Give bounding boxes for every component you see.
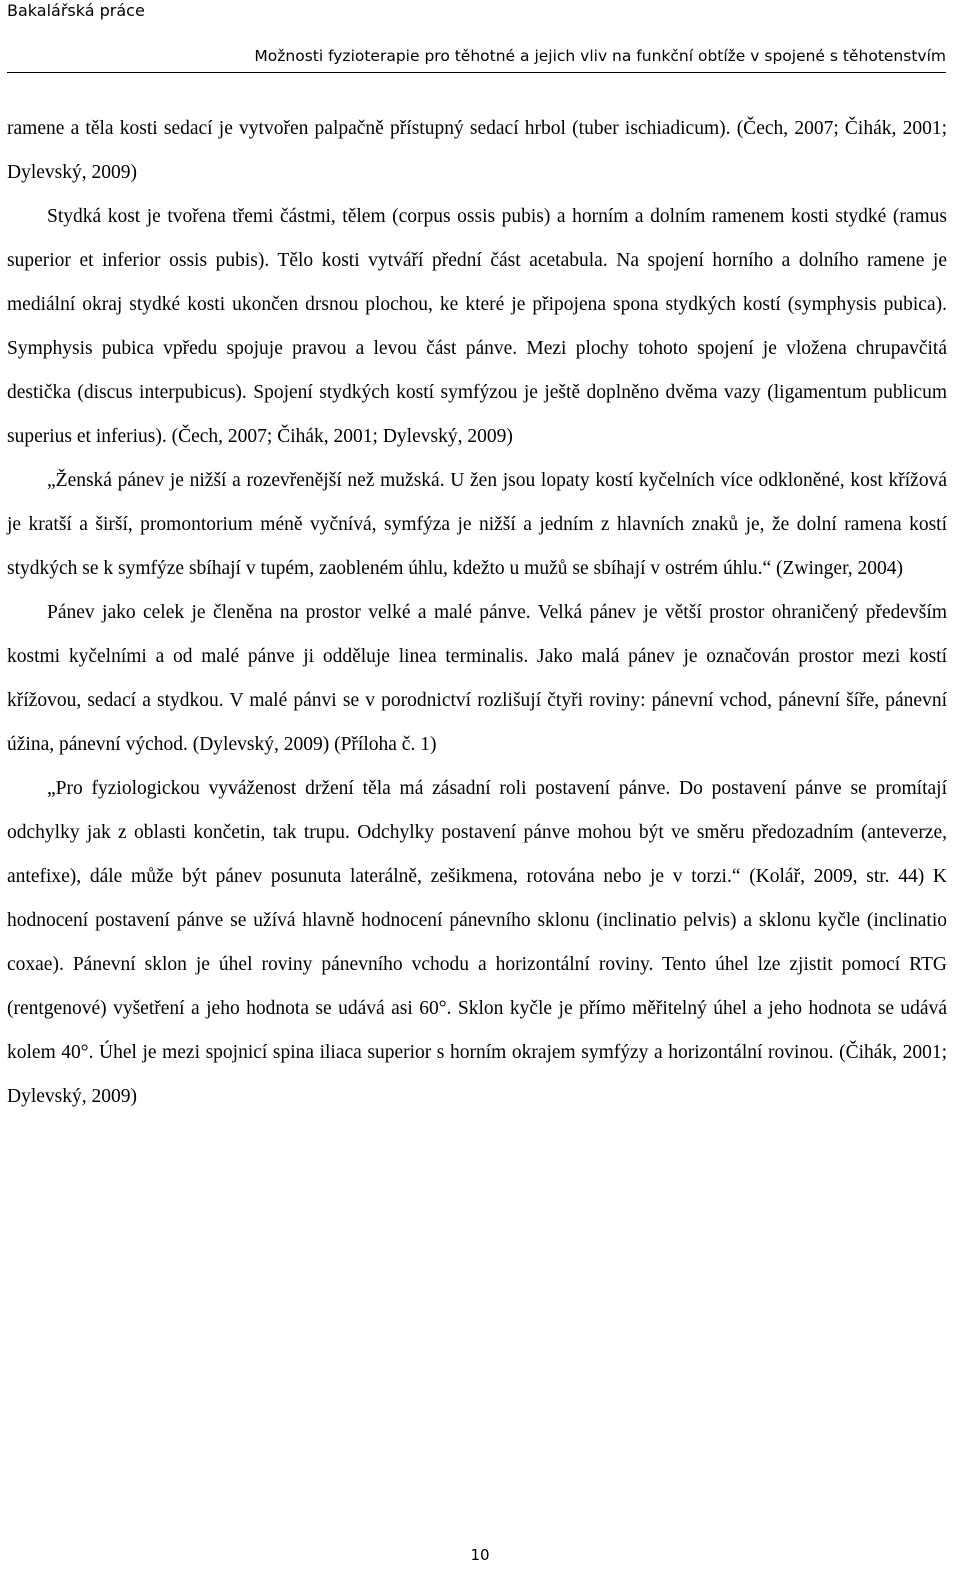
paragraph: „Pro fyziologickou vyváženost držení těla má zásadní roli postavení pánve. Do postavení pánve se promítají odchylky jak z oblasti končetin, tak trupu. Odchylky postavení pánve mohou být ve směru předozadním (anteverze, antefixe), dále může být pánev posunuta laterálně, zešikmena, rotována nebo je v torzi.“ (Kolář, 2009, str. 44) K hodnocení postavení pánve se užívá hlavně hodnocení pánevního sklonu (inclinatio pelvis) a sklonu kyčle (inclinatio coxae). Pánevní sklon je úhel roviny pánevního vchodu a horizontální roviny. Tento úhel lze zjistit pomocí RTG (rentgenové) vyšetření a jeho hodnota se udává asi 60°. Sklon kyčle je přímo měřitelný úhel a jeho hodnota se udává kolem 40°. Úhel je mezi spojnicí spina iliaca superior s horním okrajem symfýzy a horizontální rovinou. (Čihák, 2001; Dylevský, 2009) <box>7 778 947 1107</box>
paragraph: Pánev jako celek je členěna na prostor velké a malé pánve. Velká pánev je větší prostor ohraničený především kostmi kyčelními a od malé pánve ji odděluje linea terminalis. Jako malá pánev je označován prostor mezi kostí křížovou, sedací a stydkou. V malé pánvi se v porodnictví rozlišují čtyři roviny: pánevní vchod, pánevní šíře, pánevní úžina, pánevní východ. (Dylevský, 2009) (Příloha č. 1) <box>7 602 947 755</box>
header-divider <box>7 72 946 73</box>
paragraph: „Ženská pánev je nižší a rozevřenější než mužská. U žen jsou lopaty kostí kyčelních více odkloněné, kost křížová je kratší a širší, promontorium méně vyčnívá, symfýza je nižší a jedním z hlavních znaků je, že dolní ramena kostí stydkých se k symfýze sbíhají v tupém, zaobleném úhlu, kdežto u mužů se sbíhají v ostrém úhlu.“ (Zwinger, 2004) <box>7 470 947 579</box>
paragraph: Stydká kost je tvořena třemi částmi, tělem (corpus ossis pubis) a horním a dolním ramenem kosti stydké (ramus superior et inferior ossis pubis). Tělo kosti vytváří přední část acetabula. Na spojení horního a dolního ramene je mediální okraj stydké kosti ukončen drsnou plochou, ke které je připojena spona stydkých kostí (symphysis pubica). Symphysis pubica vpředu spojuje pravou a levou část pánve. Mezi plochy tohoto spojení je vložena chrupavčitá destička (discus interpubicus). Spojení stydkých kostí symfýzou je ještě doplněno dvěma vazy (ligamentum publicum superius et inferius). (Čech, 2007; Čihák, 2001; Dylevský, 2009) <box>7 206 947 447</box>
header-document-type: Bakalářská práce <box>7 1 145 20</box>
page-header <box>0 0 960 80</box>
page-number: 10 <box>470 1546 490 1564</box>
paragraph: ramene a těla kosti sedací je vytvořen palpačně přístupný sedací hrbol (tuber ischiadicum). (Čech, 2007; Čihák, 2001; Dylevský, 2009) <box>7 118 947 183</box>
body-text <box>7 107 947 1119</box>
header-thesis-title: Možnosti fyzioterapie pro těhotné a jejich vliv na funkční obtíže v spojené s těhotenstvím <box>254 47 946 65</box>
